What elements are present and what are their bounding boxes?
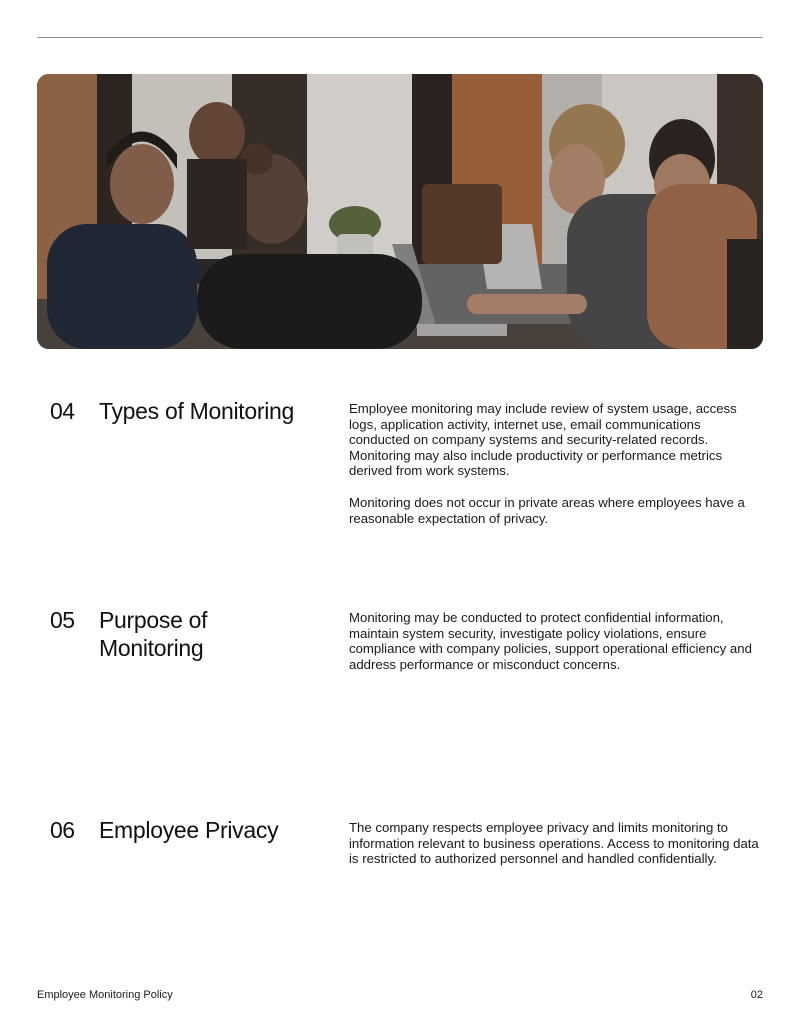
section-paragraph: The company respects employee privacy and limits monitoring to information relevant to business operations. Access to monitoring data is restricted to authorized personnel and handled confidentially. <box>349 820 759 867</box>
section-body <box>349 401 764 542</box>
section-paragraph: Employee monitoring may include review of system usage, access logs, application activity, internet use, email communications conducted on company systems and security-related records. Monitoring may also include productivity or performance metrics derived from work systems. <box>349 401 737 479</box>
section-number: 06 <box>50 817 75 843</box>
section-paragraph: Monitoring does not occur in private areas where employees have a reasonable expectation of privacy. <box>349 494 745 526</box>
footer-document-title: Employee Monitoring Policy <box>37 989 173 1001</box>
section-paragraph: Monitoring may be conducted to protect confidential information, maintain system security, investigate policy violations, ensure compliance with company policies, support operational efficiency and address performance or misconduct concerns. <box>349 610 752 672</box>
section-title: Employee Privacy <box>99 817 279 843</box>
section-title: Purpose of Monitoring <box>99 607 208 661</box>
section-body <box>349 820 764 883</box>
section-title: Types of Monitoring <box>99 398 295 424</box>
section-number: 04 <box>50 398 75 424</box>
section-body <box>349 610 764 688</box>
header-divider <box>37 37 763 38</box>
team-meeting-photo <box>37 74 763 349</box>
footer-page-number: 02 <box>750 989 763 1001</box>
section-number: 05 <box>50 607 75 633</box>
